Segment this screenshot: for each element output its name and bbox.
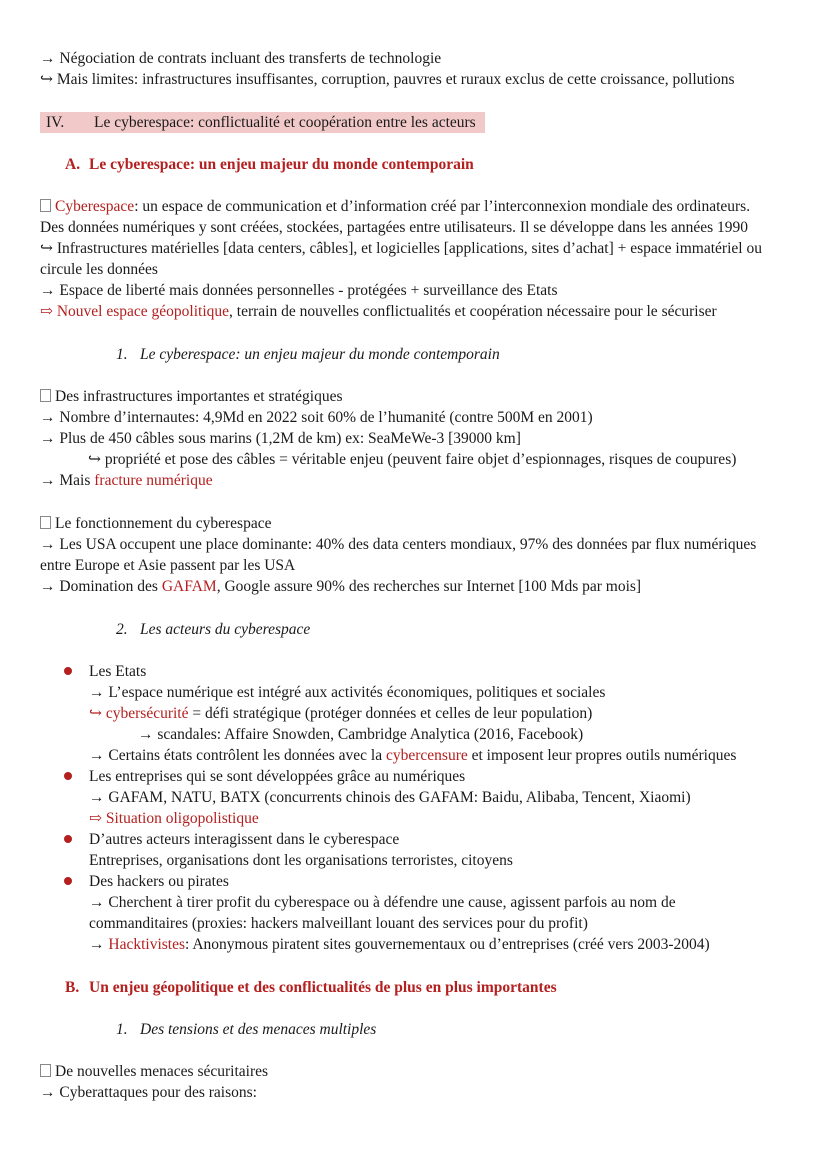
section-heading-iv [40, 112, 485, 133]
text-line: ↪ Mais limites: infrastructures insuffisantes, corruption, pauvres et ruraux exclus de cette croissance, pollutions [40, 71, 735, 88]
term-highlight: ⇨ Nouvel espace géopolitique [40, 303, 230, 320]
text-span: → [89, 936, 109, 953]
text-line [40, 196, 750, 217]
text-line: ↪ Infrastructures matérielles [data centers, câbles], et logicielles [applications, sites d’achat] + espace immatériel ou [40, 240, 762, 257]
text-line: commanditaires (proxies: hackers malveillant louant des services pour du profit) [89, 915, 588, 932]
list-item: Des hackers ou pirates [89, 873, 229, 890]
text-line [40, 301, 717, 322]
term-highlight: GAFAM [161, 578, 217, 595]
text-line [40, 386, 343, 407]
text-line: ↪ propriété et pose des câbles = véritable enjeu (peuvent faire objet d’espionnages, risques de coupures) [88, 451, 737, 468]
term-highlight: fracture numérique [94, 472, 213, 489]
subsection-heading [116, 619, 310, 640]
list-item: Les entreprises qui se sont développées grâce au numériques [89, 768, 466, 785]
text-span: De nouvelles menaces sécuritaires [55, 1063, 269, 1080]
text-line: ⇨ Situation oligopolistique [89, 810, 259, 827]
text-line: → GAFAM, NATU, BATX (concurrents chinois des GAFAM: Baidu, Alibaba, Tencent, Xiaomi) [89, 789, 691, 806]
text-line: entre Europe et Asie passent par les USA [40, 557, 296, 574]
subsection-heading [116, 344, 500, 365]
text-line: Des données numériques y sont créées, stockées, partagées entre utilisateurs. Il se développe dans les années 1990 [40, 219, 749, 236]
text-span: = défi stratégique (protéger données et celles de leur population) [188, 705, 593, 722]
term-highlight: Hacktivistes [108, 936, 185, 953]
checkbox-icon [40, 516, 51, 529]
checkbox-icon [40, 1064, 51, 1077]
text-span: Des infrastructures importantes et stratégiques [55, 388, 343, 405]
section-title: Le cyberespace: conflictualité et coopération entre les acteurs [94, 114, 476, 131]
text-line: → Cyberattaques pour des raisons: [40, 1084, 257, 1101]
text-line [40, 513, 271, 534]
section-heading-b [65, 977, 557, 998]
subsection-number: 1. [116, 346, 128, 363]
section-title: Un enjeu géopolitique et des conflictualités de plus en plus importantes [89, 979, 557, 996]
bullet-icon [64, 835, 72, 843]
text-line: → Cherchent à tirer profit du cyberespace ou à défendre une cause, agissent parfois au nom de [89, 894, 676, 911]
text-span: → Certains états contrôlent les données avec la [89, 747, 386, 764]
text-line: → Nombre d’internautes: 4,9Md en 2022 soit 60% de l’humanité (contre 500M en 2001) [40, 409, 593, 426]
section-heading-a [65, 154, 474, 175]
bullet-icon [64, 667, 72, 675]
text-span: → Domination des [40, 578, 162, 595]
subsection-heading [116, 1019, 376, 1040]
text-line: → Plus de 450 câbles sous marins (1,2M de km) ex: SeaMeWe-3 [39000 km] [40, 430, 521, 447]
text-line: → Les USA occupent une place dominante: 40% des data centers mondiaux, 97% des données par flux numériques [40, 536, 757, 553]
text-line: → Espace de liberté mais données personnelles - protégées + surveillance des Etats [40, 282, 558, 299]
text-span: ↪ [89, 705, 106, 722]
text-line [40, 1061, 268, 1082]
checkbox-icon [40, 199, 51, 212]
subsection-title: Des tensions et des menaces multiples [140, 1021, 377, 1038]
text-span: , terrain de nouvelles conflictualités et coopération nécessaire pour le sécuriser [229, 303, 717, 320]
section-number: IV. [46, 114, 65, 131]
section-number: B. [65, 979, 80, 996]
text-line [40, 470, 213, 491]
text-line: → Négociation de contrats incluant des transferts de technologie [40, 50, 442, 67]
section-title: Le cyberespace: un enjeu majeur du monde contemporain [89, 156, 474, 173]
text-span: Le fonctionnement du cyberespace [55, 515, 272, 532]
subsection-title: Les acteurs du cyberespace [140, 621, 311, 638]
text-span: : Anonymous piratent sites gouvernementaux ou d’entreprises (créé vers 2003-2004) [185, 936, 710, 953]
text-span: et imposent leur propres outils numériques [467, 747, 737, 764]
term-highlight: cybersécurité [105, 705, 189, 722]
text-span: → Mais [40, 472, 95, 489]
term-highlight: cybercensure [385, 747, 468, 764]
section-number: A. [65, 156, 81, 173]
text-line: Entreprises, organisations dont les organisations terroristes, citoyens [89, 852, 513, 869]
term-highlight: Cyberespace [55, 198, 135, 215]
text-span: , Google assure 90% des recherches sur Internet [100 Mds par mois] [216, 578, 642, 595]
text-line [89, 703, 592, 724]
list-item: D’autres acteurs interagissent dans le cyberespace [89, 831, 400, 848]
text-span: : un espace de communication et d’information créé par l’interconnexion mondiale des ordinateurs. [134, 198, 751, 215]
text-line [89, 934, 710, 955]
bullet-icon [64, 877, 72, 885]
text-line: → scandales: Affaire Snowden, Cambridge Analytica (2016, Facebook) [138, 726, 584, 743]
subsection-number: 1. [116, 1021, 128, 1038]
text-line [40, 576, 641, 597]
subsection-number: 2. [116, 621, 128, 638]
text-line [89, 745, 736, 766]
text-line: → L’espace numérique est intégré aux activités économiques, politiques et sociales [89, 684, 606, 701]
text-line: circule les données [40, 261, 158, 278]
subsection-title: Le cyberespace: un enjeu majeur du monde contemporain [140, 346, 500, 363]
bullet-icon [64, 772, 72, 780]
list-item: Les Etats [89, 663, 147, 680]
checkbox-icon [40, 389, 51, 402]
